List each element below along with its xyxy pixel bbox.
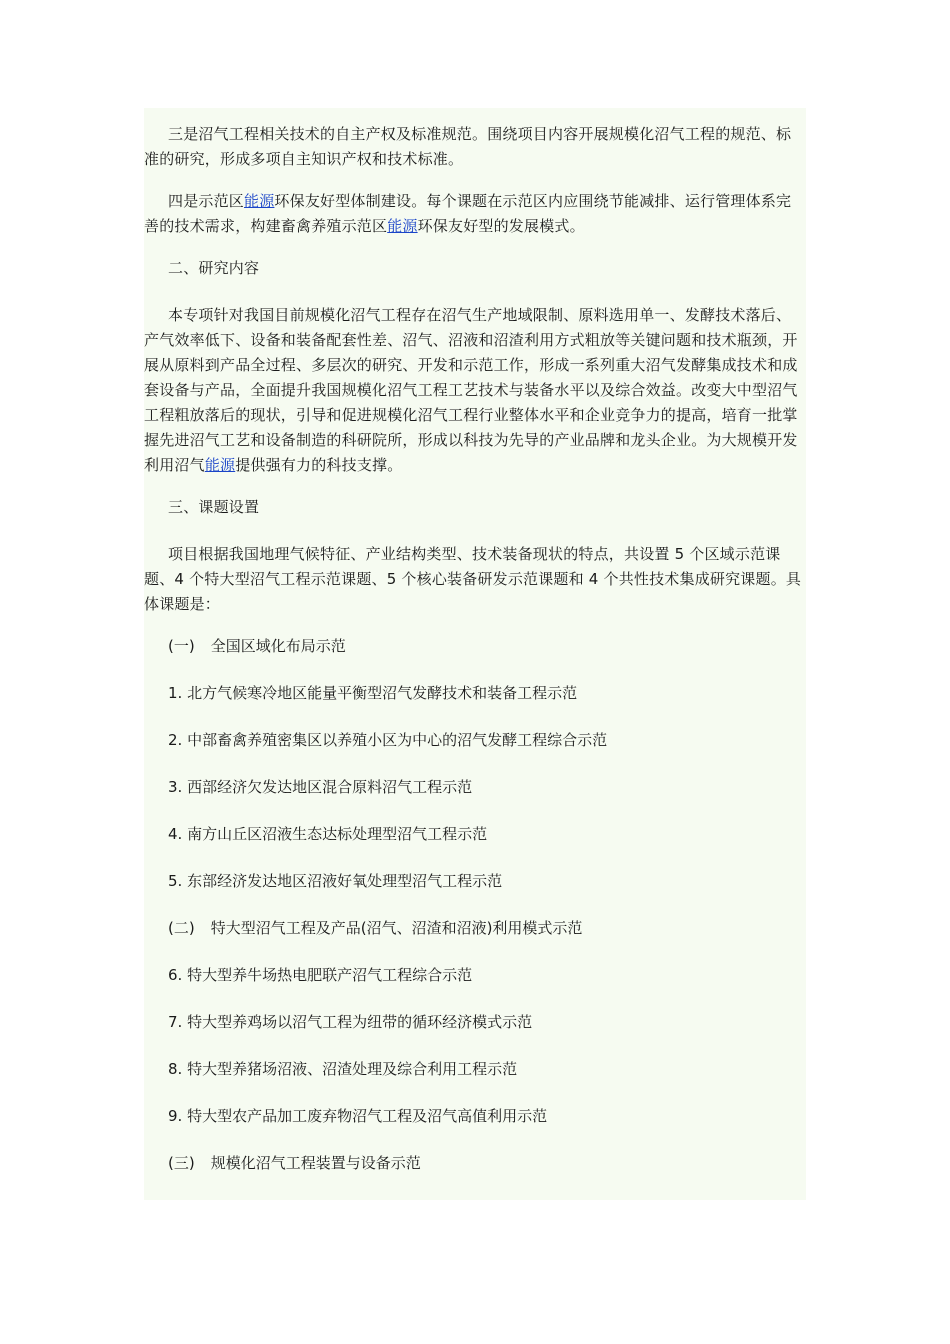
list-item: 4. 南方山丘区沼液生态达标处理型沼气工程示范 — [168, 825, 488, 843]
group-heading-3: (三) 规模化沼气工程装置与设备示范 — [168, 1154, 421, 1172]
energy-link[interactable]: 能源 — [204, 456, 236, 474]
list-item: 5. 东部经济发达地区沼液好氧处理型沼气工程示范 — [168, 872, 503, 890]
group-heading-1: (一) 全国区域化布局示范 — [168, 637, 346, 655]
paragraph-research-content — [144, 303, 806, 478]
section-heading-topics: 三、课题设置 — [168, 498, 260, 516]
paragraph-demo-zone — [144, 189, 806, 239]
list-item: 3. 西部经济欠发达地区混合原料沼气工程示范 — [168, 778, 473, 796]
list-item: 9. 特大型农产品加工废弃物沼气工程及沼气高值利用示范 — [168, 1107, 548, 1125]
document-body — [144, 108, 806, 1200]
list-item: 6. 特大型养牛场热电肥联产沼气工程综合示范 — [168, 966, 473, 984]
paragraph-text: 本专项针对我国目前规模化沼气工程存在沼气生产地域限制、原料选用单一、发酵技术落后、产气效率低下、设备和装备配套性差、沼气、沼液和沼渣利用方式粗放等关键问题和技术瓶颈，开展从原料到产品全过程、多层次的研究、开发和示范工作，形成一系列重大沼气发酵集成技术和成套设备与产品，全面提升我国规模化沼气工程工艺技术与装备水平以及综合效益。改变大中型沼气工程粗放落后的现状，引导和促进规模化沼气工程行业整体水平和企业竞争力的提高，培育一批掌握先进沼气工艺和设备制造的科研院所，形成以科技为先导的产业品牌和龙头企业。为大规模开发利用沼气 — [144, 306, 798, 474]
paragraph-text: 环保友好型体制建设。每个课题在示范区内应围绕节能减排、运行管理体系完善的技术需求，构建畜禽养殖示范区 — [144, 192, 792, 235]
list-item: 1. 北方气候寒冷地区能量平衡型沼气发酵技术和装备工程示范 — [168, 684, 578, 702]
paragraph-topic-overview — [144, 542, 806, 617]
list-item: 2. 中部畜禽养殖密集区以养殖小区为中心的沼气发酵工程综合示范 — [168, 731, 608, 749]
paragraph-standards — [144, 122, 806, 172]
paragraph-text: 环保友好型的发展模式。 — [417, 217, 585, 235]
list-item: 7. 特大型养鸡场以沼气工程为纽带的循环经济模式示范 — [168, 1013, 533, 1031]
group-heading-2: (二) 特大型沼气工程及产品(沼气、沼渣和沼液)利用模式示范 — [168, 919, 583, 937]
energy-link[interactable]: 能源 — [387, 217, 418, 235]
section-heading-research: 二、研究内容 — [168, 259, 260, 277]
list-item: 8. 特大型养猪场沼液、沼渣处理及综合利用工程示范 — [168, 1060, 518, 1078]
energy-link[interactable]: 能源 — [244, 192, 275, 210]
paragraph-text: 三是沼气工程相关技术的自主产权及标准规范。围绕项目内容开展规模化沼气工程的规范、标准的研究，形成多项自主知识产权和技术标准。 — [144, 125, 792, 168]
paragraph-text: 项目根据我国地理气候特征、产业结构类型、技术装备现状的特点，共设置 5 个区域示范课题、4 个特大型沼气工程示范课题、5 个核心装备研发示范课题和 4 个共性技术集成研究课题。具体课题是： — [144, 545, 802, 613]
paragraph-text: 四是示范区 — [168, 192, 245, 210]
paragraph-text: 提供强有力的科技支撑。 — [235, 456, 403, 474]
